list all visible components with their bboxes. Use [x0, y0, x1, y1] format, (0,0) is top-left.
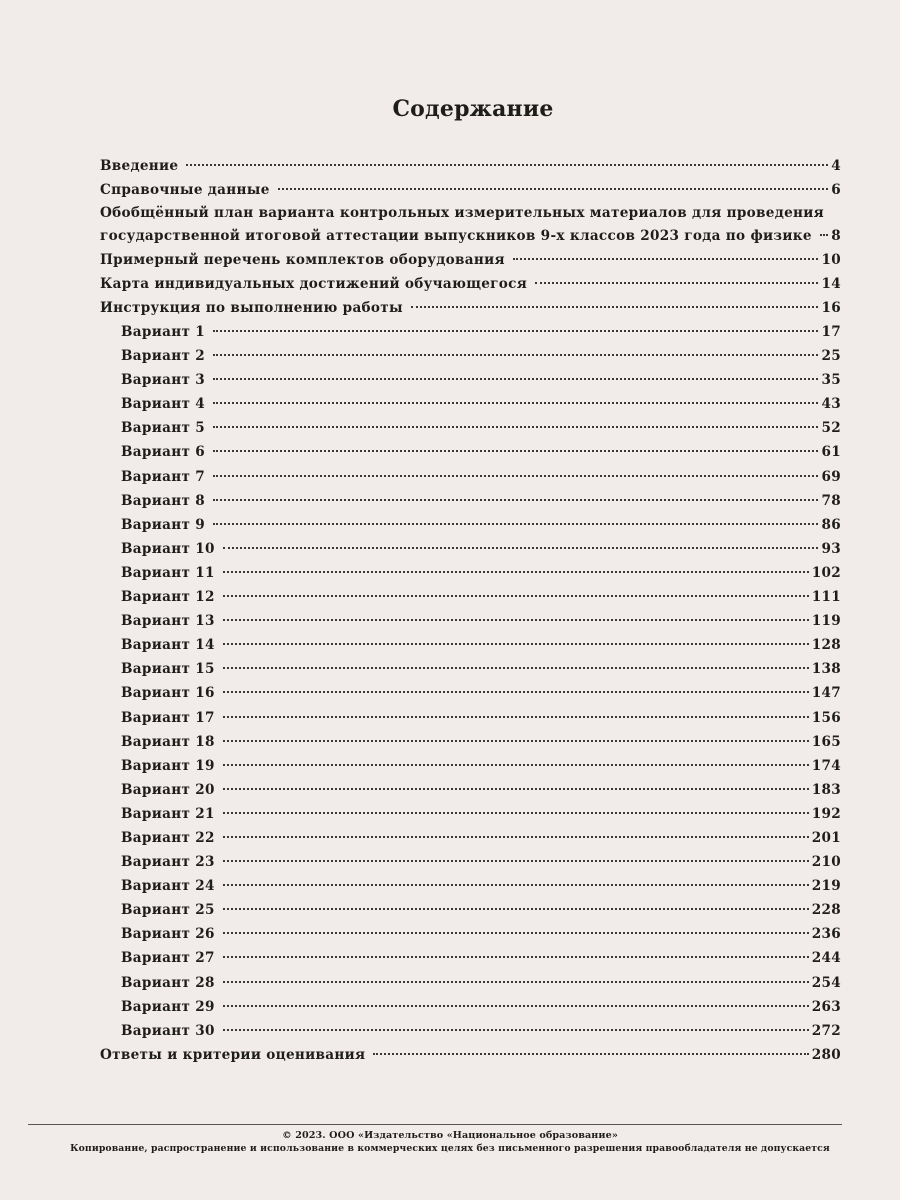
leader-dots — [223, 860, 809, 862]
copyright-notice: Копирование, распространение и использование в коммерческих целях без письменного разрешения правообладателя не допускается — [70, 1143, 830, 1154]
toc-page-number: 138 — [811, 661, 841, 678]
page-title: Содержание — [392, 96, 554, 122]
leader-dots — [213, 426, 819, 428]
toc-entry-label: Вариант 18 — [121, 733, 215, 750]
toc-page-number: 10 — [821, 252, 841, 268]
toc-entry — [100, 154, 841, 178]
toc-entry-variant — [100, 513, 841, 537]
toc-page-number: 6 — [831, 182, 841, 198]
toc-entry-plan — [100, 202, 841, 248]
toc-page-number: 210 — [811, 854, 841, 871]
toc-entry-label: Вариант 7 — [121, 468, 205, 485]
toc-page-number: 16 — [821, 300, 841, 316]
toc-page-number: 61 — [821, 444, 841, 461]
leader-dots — [223, 788, 809, 790]
toc-entry-label: Вариант 14 — [121, 637, 215, 654]
toc-entry — [100, 178, 841, 202]
toc-variants-group — [100, 320, 841, 1043]
leader-dots — [186, 164, 828, 166]
toc-entry-variant — [100, 489, 841, 513]
toc-entry-label: Вариант 16 — [121, 685, 215, 702]
toc-entry-label: Вариант 17 — [121, 709, 215, 726]
toc-page-number: 219 — [811, 878, 841, 895]
leader-dots — [223, 956, 809, 958]
toc-entry-variant — [100, 995, 841, 1019]
toc-entry-variant — [100, 898, 841, 922]
leader-dots — [213, 450, 819, 452]
leader-dots — [213, 523, 819, 525]
toc-entry-label: Вариант 27 — [121, 950, 215, 967]
toc-page-number: 17 — [821, 324, 841, 340]
toc-entry-variant — [100, 826, 841, 850]
toc-entry-label: Вариант 20 — [121, 781, 215, 798]
toc-page-number: 272 — [811, 1022, 841, 1039]
toc-page-number: 236 — [811, 926, 841, 943]
toc-entry — [100, 1043, 841, 1067]
toc-entry — [100, 296, 841, 320]
toc-entry-label: Вариант 21 — [121, 805, 215, 822]
toc-entry-label: Вариант 13 — [121, 613, 215, 630]
footer-divider — [28, 1124, 842, 1125]
leader-dots — [213, 475, 819, 477]
leader-dots — [213, 499, 819, 501]
leader-dots — [223, 716, 809, 718]
toc-entry-variant — [100, 922, 841, 946]
toc-page-number: 119 — [811, 613, 841, 630]
toc-entry-variant — [100, 802, 841, 826]
toc-entry-label: Вариант 22 — [121, 829, 215, 846]
toc-entry-label: Вариант 24 — [121, 878, 215, 895]
toc-entry-label: Инструкция по выполнению работы — [100, 300, 403, 316]
toc-entry-plan-line1: Обобщённый план варианта контрольных измерительных материалов для проведения — [100, 205, 825, 221]
leader-dots — [223, 571, 809, 573]
leader-dots — [223, 908, 809, 910]
toc-page-number: 183 — [811, 781, 841, 798]
toc-page-number: 111 — [811, 589, 841, 606]
toc-entry — [100, 248, 841, 272]
toc-page-number: 35 — [821, 372, 841, 389]
toc-entry-variant — [100, 561, 841, 585]
toc-page-number: 254 — [811, 974, 841, 991]
toc-entry-label: Вариант 2 — [121, 348, 205, 365]
toc-page-number: 93 — [821, 540, 841, 557]
toc-page-number: 244 — [811, 950, 841, 967]
toc-entry-variant — [100, 971, 841, 995]
toc-entry-variant — [100, 440, 841, 464]
toc-entry-variant — [100, 730, 841, 754]
toc-entry-variant — [100, 392, 841, 416]
toc-entry-label: Справочные данные — [100, 182, 270, 198]
toc-page-number: 25 — [821, 348, 841, 365]
toc-entry-label: Вариант 5 — [121, 420, 205, 437]
toc-entry-variant — [100, 754, 841, 778]
leader-dots — [213, 378, 819, 380]
leader-dots — [223, 932, 809, 934]
toc-entry-label: Вариант 19 — [121, 757, 215, 774]
toc-entry-label: Вариант 11 — [121, 564, 215, 581]
toc-entry-label: Вариант 1 — [121, 324, 205, 340]
toc-entry-variant — [100, 1019, 841, 1043]
toc-entry-label: Вариант 15 — [121, 661, 215, 678]
leader-dots — [223, 884, 809, 886]
toc-page-number: 201 — [811, 829, 841, 846]
toc-mid-group — [100, 248, 841, 320]
toc-page-number: 228 — [811, 902, 841, 919]
toc-entry-variant — [100, 778, 841, 802]
leader-dots — [223, 691, 809, 693]
toc-entry-label: Вариант 9 — [121, 516, 205, 533]
leader-dots — [278, 188, 829, 190]
toc-page-number: 192 — [811, 805, 841, 822]
toc-entry-label: Вариант 3 — [121, 372, 205, 389]
toc-entry-label: Вариант 4 — [121, 396, 205, 413]
leader-dots — [223, 595, 809, 597]
toc-page-number: 128 — [811, 637, 841, 654]
toc-entry-label: Вариант 28 — [121, 974, 215, 991]
leader-dots — [223, 1029, 809, 1031]
leader-dots — [373, 1053, 808, 1055]
leader-dots — [223, 1005, 809, 1007]
toc-page-number: 174 — [811, 757, 841, 774]
leader-dots — [223, 643, 809, 645]
toc-page-number: 52 — [821, 420, 841, 437]
toc-entry-variant — [100, 681, 841, 705]
toc-end-group — [100, 1043, 841, 1067]
toc-page-number: 156 — [811, 709, 841, 726]
leader-dots — [213, 402, 819, 404]
leader-dots — [223, 667, 809, 669]
toc-page-number: 14 — [821, 276, 841, 292]
toc-page-number: 43 — [821, 396, 841, 413]
toc-page-number: 69 — [821, 468, 841, 485]
leader-dots — [513, 258, 819, 260]
toc-entry-variant — [100, 465, 841, 489]
toc-entry-variant — [100, 657, 841, 681]
toc-entry — [100, 272, 841, 296]
toc-entry-variant — [100, 633, 841, 657]
toc-entry-label: Вариант 8 — [121, 492, 205, 509]
toc-page-number: 280 — [811, 1046, 841, 1063]
toc-page-number: 102 — [811, 564, 841, 581]
toc-page-number: 4 — [831, 158, 841, 174]
toc-entry-label: Примерный перечень комплектов оборудования — [100, 252, 505, 268]
toc-top-group — [100, 154, 841, 202]
toc-entry-variant — [100, 585, 841, 609]
toc-entry-label: Вариант 12 — [121, 589, 215, 606]
toc-entry-variant — [100, 609, 841, 633]
toc-entry-label: Вариант 25 — [121, 902, 215, 919]
leader-dots — [223, 812, 809, 814]
toc-entry-variant — [100, 537, 841, 561]
toc-entry-label: Вариант 23 — [121, 854, 215, 871]
toc-entry-label: Вариант 6 — [121, 444, 205, 461]
toc-entry-label: Вариант 29 — [121, 998, 215, 1015]
leader-dots — [213, 330, 819, 332]
toc-entry-variant — [100, 706, 841, 730]
leader-dots — [223, 740, 809, 742]
leader-dots — [223, 619, 809, 621]
toc-page-number: 86 — [821, 516, 841, 533]
toc-entry-label: Вариант 30 — [121, 1022, 215, 1039]
toc-entry-variant — [100, 874, 841, 898]
toc-entry-variant — [100, 850, 841, 874]
leader-dots — [223, 764, 809, 766]
toc-entry-variant — [100, 368, 841, 392]
toc-entry-variant — [100, 320, 841, 344]
toc-entry-label: Вариант 26 — [121, 926, 215, 943]
toc-entry-label: Вариант 10 — [121, 540, 215, 557]
toc-entry-variant — [100, 344, 841, 368]
copyright-line: © 2023. ООО «Издательство «Национальное образование» — [282, 1130, 618, 1141]
footer — [0, 1129, 900, 1155]
toc-entry-label: Ответы и критерии оценивания — [100, 1046, 366, 1063]
toc-page-number: 165 — [811, 733, 841, 750]
toc-page-number: 263 — [811, 998, 841, 1015]
leader-dots — [223, 981, 809, 983]
leader-dots — [535, 282, 818, 284]
leader-dots — [223, 547, 819, 549]
toc-entry-variant — [100, 416, 841, 440]
toc-entry-label: Карта индивидуальных достижений обучающегося — [100, 276, 528, 292]
toc-page-number: 78 — [821, 492, 841, 509]
leader-dots — [411, 306, 819, 308]
table-of-contents — [100, 154, 841, 1067]
toc-entry-variant — [100, 946, 841, 970]
toc-entry-plan-line2: государственной итоговой аттестации выпускников 9-х классов 2023 года по физике — [100, 228, 812, 244]
leader-dots — [820, 234, 828, 236]
toc-page-number: 8 — [831, 228, 841, 244]
leader-dots — [223, 836, 809, 838]
leader-dots — [213, 354, 819, 356]
toc-page-number: 147 — [811, 685, 841, 702]
toc-entry-label: Введение — [100, 158, 179, 174]
